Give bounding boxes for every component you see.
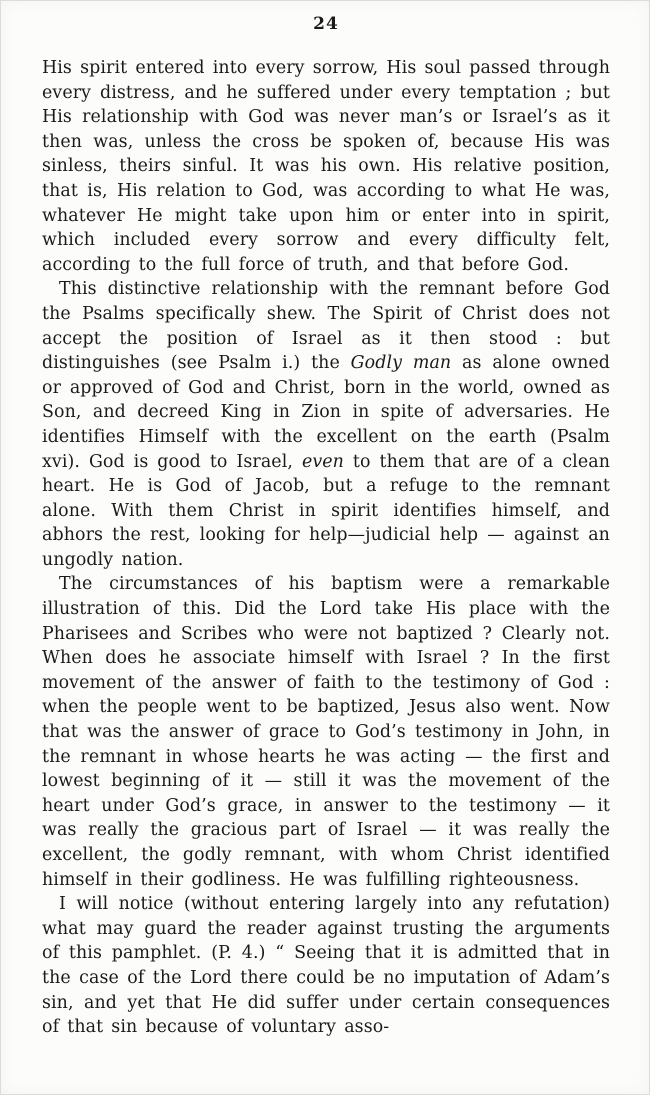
italic-text-run: even — [301, 451, 344, 472]
text-run: to them that are of a clean heart. He is God of Jacob, but a refuge to the remnant alone. With them Christ in spirit identifies himself, and abhors the rest, looking for help—judicial help — against an ungodly nation. — [42, 451, 610, 570]
text-run: His spirit entered into every sorrow, His soul passed through every distress, and he suffered under every temptation ; but His relationship with God was never man’s or Israel’s as it then was, unless the cross be spoken of, because His was sinless, theirs sinful. It was his own. His relative position, that is, His relation to God, was according to what He was, whatever He might take upon him or enter into in spirit, which included every sorrow and every difficulty felt, according to the full force of truth, and that before God. — [42, 58, 610, 275]
page-number: 24 — [313, 14, 339, 34]
paragraph — [42, 56, 610, 277]
italic-text-run: Godly man — [350, 353, 452, 374]
paragraph — [42, 572, 610, 892]
text-run: The circumstances of his baptism were a remarkable illustration of this. Did the Lord take His place with the Pharisees and Scribes who were not baptized ? Clearly not. When does he associate himself with Israel ? In the first movement of the answer of faith to the testimony of God : when the people went to be baptized, Jesus also went. Now that was the answer of grace to God’s testimony in John, in the remnant in whose hearts he was acting — the first and lowest beginning of it — still it was the movement of the heart under God’s grace, in answer to the testimony — it was really the gracious part of Israel — it was really the excellent, the godly remnant, with whom Christ identified himself in their godliness. He was fulfilling righteousness. — [42, 574, 610, 890]
paragraph — [42, 892, 610, 1040]
text-run: as alone owned or approved of God and Christ, born in the world, owned as Son, and decreed King in Zion in spite of adversaries. He identifies Himself with the excellent on the earth (Psalm xvi). God is good to Israel, — [42, 353, 610, 472]
paragraph — [42, 277, 610, 572]
text-block — [42, 56, 610, 1040]
text-run: I will notice (without entering largely into any refutation) what may guard the reader against trusting the arguments of this pamphlet. (P. 4.) “ Seeing that it is admitted that in the case of the Lord there could be no imputation of Adam’s sin, and yet that He did suffer under certain consequences of that sin because of voluntary asso- — [42, 894, 610, 1038]
text-run: This distinctive relationship with the remnant before God the Psalms specifically shew. The Spirit of Christ does not accept the position of Israel as it then stood : but distinguishes (see Psalm i.) the — [42, 279, 610, 374]
